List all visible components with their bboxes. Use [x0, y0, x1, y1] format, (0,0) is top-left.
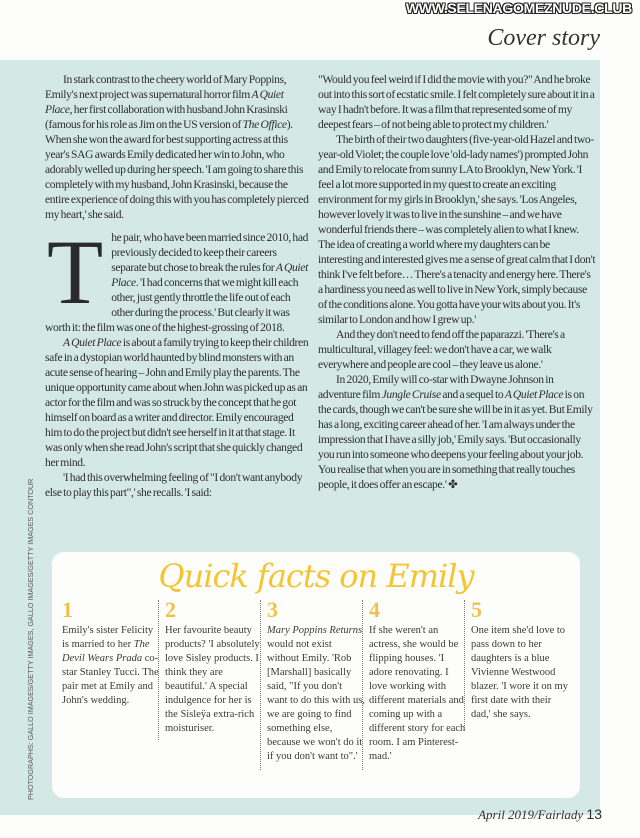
paragraph: The birth of their two daughters (five-year-old Hazel and two-year-old Violet; the couple love 'old-lady names') prompted John and Emily to relocate from sunny LA to Brooklyn, New York. 'I feel a lot more supported in my quest to create an exciting environment for my girls in Brooklyn,' she says. 'Los Angeles, however lovely it was to live in the sunshine – and we have wonderful friends there – was completely alien to what I knew. The idea of creating a world where my daughters can be interesting and interested gives me a sense of great calm that I don't think I've felt before… There's a tenacity and energy here. There's a hardiness you need as well to live in New York, simply because of the conditions alone. You gotta have your wits about you. It's similar to London and how I grew up.': [318, 133, 596, 326]
fact-number: 3: [267, 597, 278, 622]
drop-cap: T: [47, 221, 104, 323]
publication-name: April 2019/Fairlady: [478, 807, 584, 822]
quick-facts-title: Quick facts on Emily: [158, 557, 474, 595]
fact-item: One item she'd love to pass down to her daughters is a blue Vivienne Westwood blazer. 'I wore it on my first date with their dad,' she says.: [471, 625, 568, 720]
dotted-divider: [464, 600, 465, 730]
page-number: 13: [586, 806, 602, 822]
paragraph: A Quiet Place is about a family trying to keep their children safe in a dystopian world haunted by blind monsters with an acute sense of hearing – John and Emily play the parents. The unique opportunity came about when John was picked up as an actor for the film and was so struck by the concept that he got himself on board as a writer and director. Emily encouraged him to do the project but didn't see herself in it at that stage. It was only when she read John's script that she quickly changed her mind.: [45, 336, 309, 469]
fact-number: 4: [369, 597, 380, 622]
paragraph: In 2020, Emily will co-star with Dwayne Johnson in adventure film Jungle Cruise and a sequel to A Quiet Place is on the cards, though we can't be sure she will be in it as yet. But Emily has a long, exciting career ahead of her. 'I am always under the impression that I have a silly job,' Emily says. 'But occasionally you run into someone who deepens your feeling about your job. You realise that when you are in something that really touches people, it does offer an escape.' ✤: [318, 373, 593, 491]
end-mark-icon: ✤: [448, 478, 458, 491]
fact-number: 5: [471, 597, 482, 622]
fact-number: 1: [62, 597, 73, 622]
photo-credit: PHOTOGRAPHS: GALLO IMAGES/GETTY IMAGES, GALLO IMAGES/GETTY IMAGES CONTOUR: [26, 478, 35, 800]
paragraph: In stark contrast to the cheery world of Mary Poppins, Emily's next project was supernatural horror film A Quiet Place, her first collaboration with husband John Krasinski (famous for his role as Jim on the US version of The Office). When she won the award for best supporting actress at this year's SAG awards Emily dedicated her win to John, who adorably welled up during her speech. 'I am going to share this completely with my husband, John Krasinski, because the entire experience of doing this with you has completely pierced my heart,' she said.: [45, 73, 309, 221]
quick-facts-box: [52, 552, 580, 798]
paragraph: 'I had this overwhelming feeling of "I don't want anybody else to play this part",' she recalls. 'I said:: [45, 471, 303, 499]
watermark: WWW.SELENAGOMEZNUDE.CLUB: [405, 0, 632, 16]
fact-item: Mary Poppins Returns would not exist without Emily. 'Rob [Marshall] basically said, "If you don't want to do this with us, we are going to find something else, because we won't do it if you don't want to".': [267, 625, 366, 762]
paragraph: And they don't need to fend off the paparazzi. 'There's a multicultural, villagey feel: we don't have a car, we walk everywhere and people are cool – they leave us alone.': [318, 328, 565, 371]
article-right-column: [318, 72, 596, 492]
fact-item: Her favourite beauty products? 'I absolutely love Sisley products. I think they are beautiful.' A special indulgence for her is the Sisleÿa extra-rich moisturiser.: [165, 625, 260, 734]
dotted-divider: [260, 600, 261, 770]
fact-number: 2: [165, 597, 176, 622]
dotted-divider: [158, 600, 159, 740]
fact-item: Emily's sister Felicity is married to her The Devil Wears Prada co-star Stanley Tucci. The pair met at Emily and John's wedding.: [62, 625, 159, 706]
paragraph: The pair, who have been married since 2010, had previously decided to keep their careers separate but chose to break the rules for A Quiet Place. 'I had concerns that we might kill each other, just gently throttle the life out of each other during the process.' But clearly it was worth it: the film was one of the highest-grossing of 2018.: [45, 221, 309, 334]
section-title: Cover story: [487, 25, 600, 51]
dotted-divider: [362, 600, 363, 770]
paragraph: "Would you feel weird if I did the movie with you?" And he broke out into this sort of ecstatic smile. I felt completely sure about it in a way I hadn't before. It was a film that represented some of my deepest fears – of not being able to protect my children.': [318, 73, 595, 131]
article-left-column: [45, 72, 311, 500]
page-footer: [478, 806, 602, 823]
fact-item: If she weren't an actress, she would be flipping houses. 'I adore renovating. I love working with different materials and coming up with a different story for each room. I am Pinterest-mad.': [369, 625, 466, 762]
